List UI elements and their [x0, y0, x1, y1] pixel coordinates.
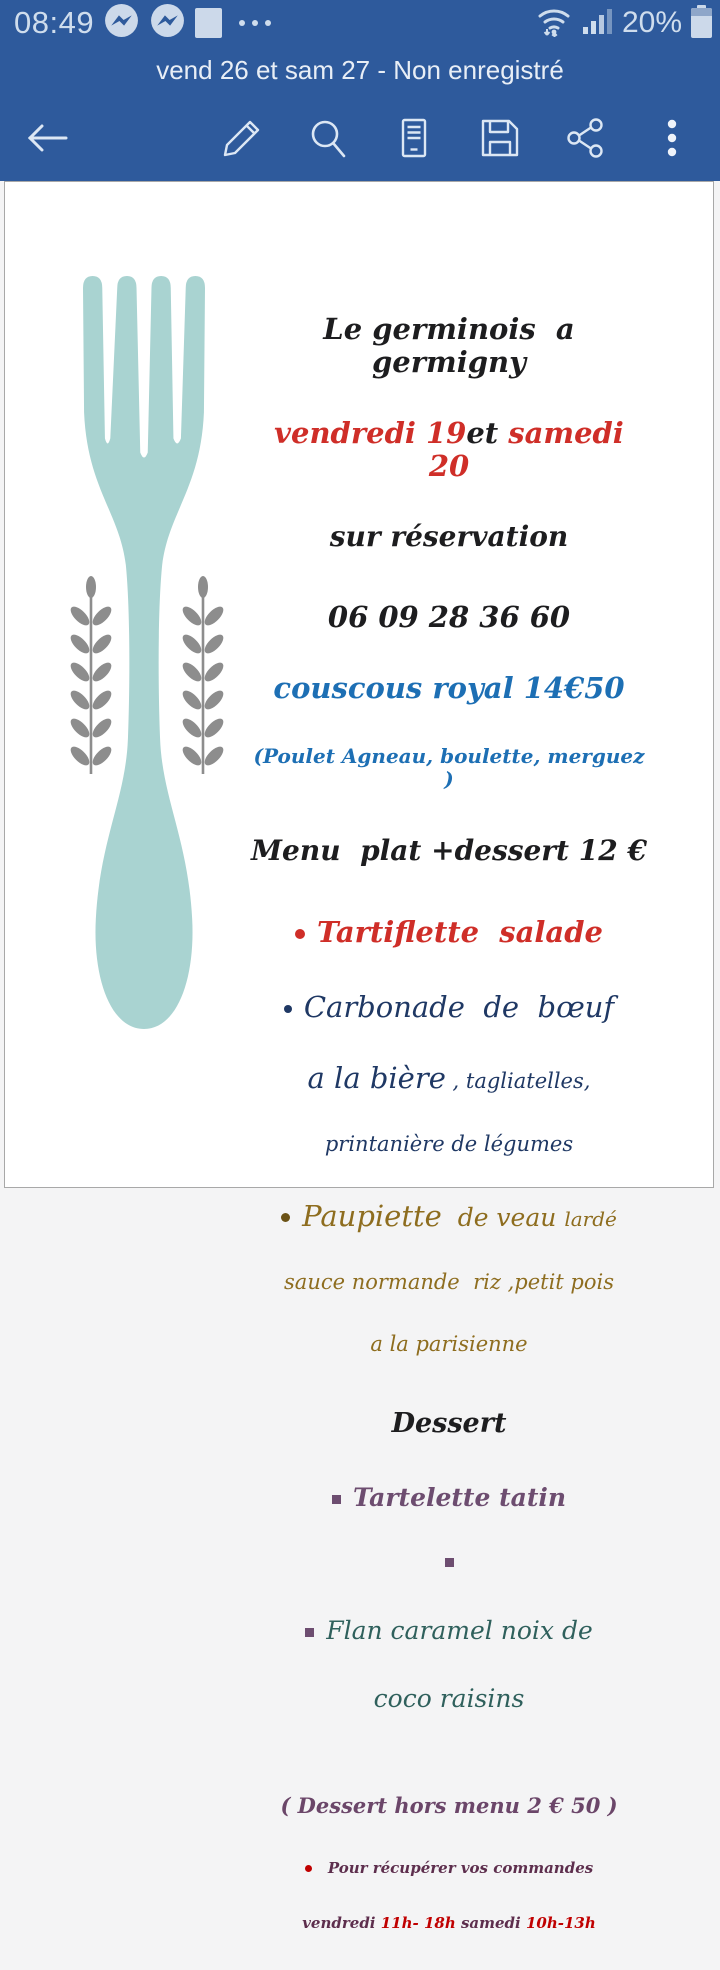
flan-line2: coco raisins — [373, 1684, 525, 1714]
couscous-line: couscous royal 14€50 — [273, 671, 625, 706]
overflow-menu-button[interactable] — [647, 113, 696, 162]
document-title: vend 26 et sam 27 - Non enregistré — [156, 54, 564, 85]
clock: 08:49 — [14, 5, 95, 40]
document-page[interactable] — [4, 181, 714, 1932]
screenshot-icon — [195, 8, 222, 38]
bullet-icon — [284, 1005, 292, 1013]
status-bar — [0, 0, 720, 46]
status-bar-left — [14, 2, 271, 44]
save-icon — [478, 116, 522, 160]
couscous-detail: (Poulet Agneau, boulette, merguez ) — [253, 744, 652, 791]
menu-item-tartiflette: Tartiflette salade — [250, 916, 648, 949]
pickup-line2: vendredi 11h- 18h samedi 10h-13h — [302, 1913, 596, 1932]
paupiette-line2: sauce normande riz ,petit pois — [284, 1269, 614, 1294]
carbonade-line3: printanière de légumes — [324, 1131, 574, 1156]
menu-dates — [250, 417, 648, 483]
app-top-bar — [0, 0, 720, 181]
dessert-item-tartelette: Tartelette tatin — [250, 1484, 648, 1513]
pickup-line1: Pour récupérer vos commandes — [250, 1860, 648, 1877]
square-bullet-icon — [332, 1495, 341, 1504]
status-bar-right — [534, 4, 712, 43]
back-button[interactable] — [22, 113, 72, 163]
mobile-view-button[interactable] — [389, 113, 438, 162]
messenger-icon — [103, 2, 140, 44]
menu-item-carbonade: Carbonade de bœuf — [250, 991, 648, 1024]
signal-strength-icon — [581, 6, 615, 41]
menu-item-paupiette: Paupiette de veau lardé — [250, 1200, 648, 1233]
bullet-icon — [305, 1865, 312, 1872]
square-bullet-icon — [445, 1558, 454, 1567]
toolbar — [0, 94, 720, 181]
dessert-price-note: ( Dessert hors menu 2 € 50 ) — [280, 1792, 618, 1818]
mobile-view-icon — [392, 116, 436, 160]
menu-title: Le germinois a germigny — [323, 312, 585, 380]
search-icon — [306, 116, 350, 160]
menu-text-column — [250, 275, 652, 1970]
battery-percent: 20% — [621, 6, 682, 39]
date-saturday: samedi 20 — [428, 416, 634, 484]
share-button[interactable] — [561, 113, 610, 162]
save-button[interactable] — [475, 113, 524, 162]
title-bar — [0, 46, 720, 94]
overflow-menu-icon — [665, 116, 679, 160]
battery-icon — [691, 8, 712, 38]
paupiette-line3: a la parisienne — [370, 1331, 528, 1356]
messenger-icon — [149, 2, 186, 44]
square-bullet-icon — [305, 1628, 314, 1637]
edit-pencil-icon — [220, 116, 264, 160]
leaf-branch-graphic — [67, 574, 115, 774]
share-icon — [564, 116, 608, 160]
date-separator: et — [466, 416, 509, 451]
dessert-heading: Dessert — [391, 1407, 507, 1439]
empty-bullet-line — [250, 1553, 648, 1571]
dessert-item-flan: Flan caramel noix de — [250, 1617, 648, 1646]
menu-formula: Menu plat +dessert 12 € — [251, 833, 647, 867]
edit-button[interactable] — [217, 113, 266, 162]
more-dots-icon — [239, 20, 271, 26]
reservation-note: sur réservation — [329, 520, 569, 554]
search-button[interactable] — [303, 113, 352, 162]
bullet-icon — [295, 929, 305, 939]
wifi-icon — [534, 4, 574, 43]
carbonade-line2: a la bière , tagliatelles, — [307, 1060, 591, 1095]
date-friday: vendredi 19 — [274, 416, 467, 451]
leaf-branch-graphic — [179, 574, 227, 774]
phone-number: 06 09 28 36 60 — [327, 600, 571, 635]
bullet-icon — [281, 1213, 290, 1222]
back-arrow-icon — [24, 118, 70, 158]
